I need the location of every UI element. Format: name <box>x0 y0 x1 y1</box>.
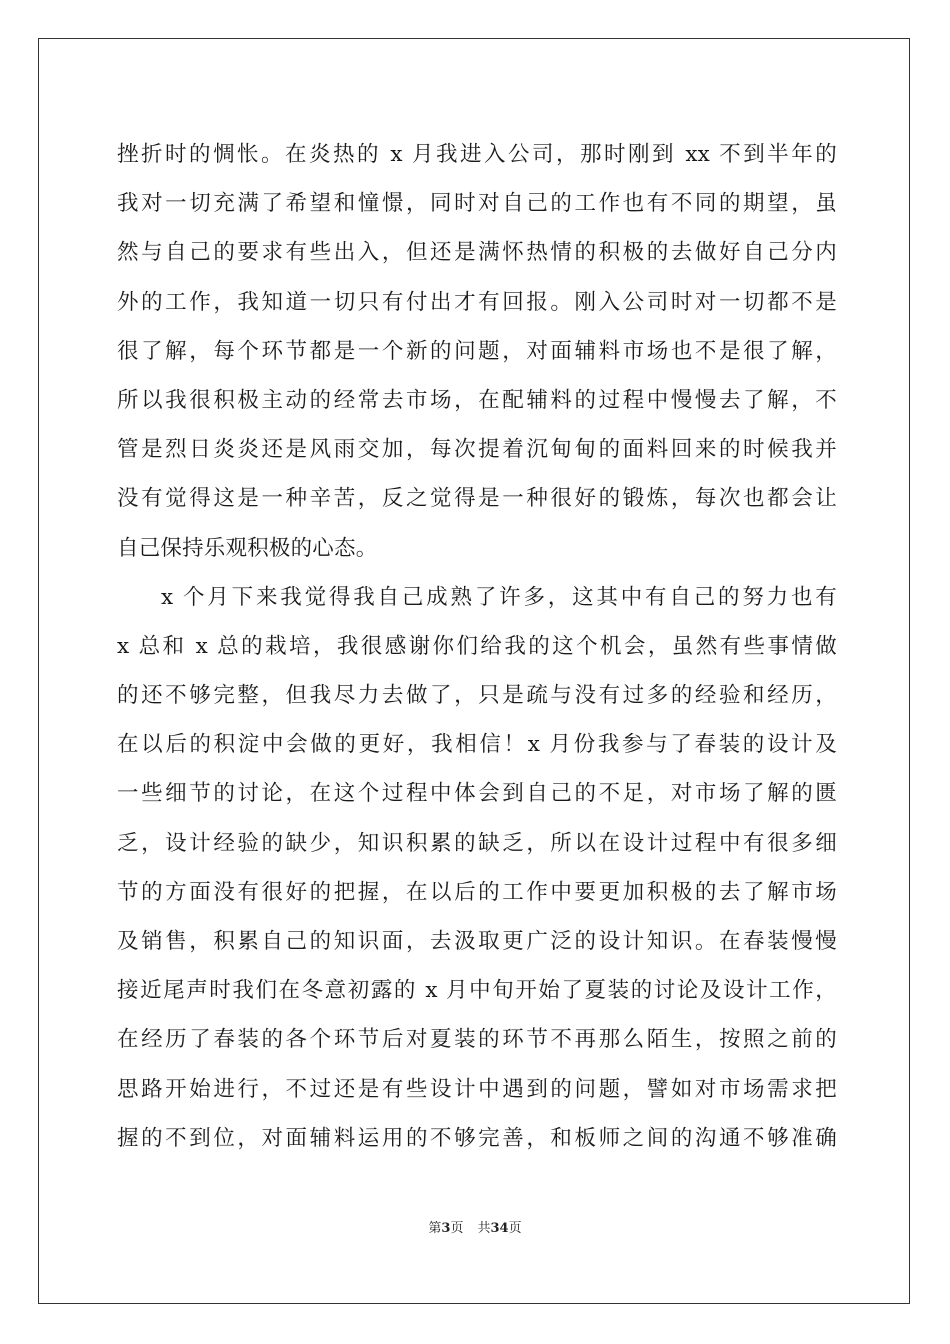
text-line: 的还不够完整，但我尽力去做了，只是疏与没有过多的经验和经历， <box>117 683 837 709</box>
text-line: 乏，设计经验的缺少，知识积累的缺乏，所以在设计过程中有很多细 <box>117 830 837 856</box>
total-pages: 34 <box>490 1221 509 1236</box>
text-line: 挫折时的惆怅。在炎热的 x 月我进入公司，那时刚到 xx 不到半年的 <box>117 142 837 167</box>
text-line: 握的不到位，对面辅料运用的不够完善，和板师之间的沟通不够准确 <box>117 1125 837 1151</box>
document-body <box>117 130 837 1163</box>
text-line: x 个月下来我觉得我自己成熟了许多，这其中有自己的努力也有 <box>161 584 837 610</box>
text-line: 自己保持乐观积极的心态。 <box>117 535 378 561</box>
text-line: 然与自己的要求有些出入，但还是满怀热情的积极的去做好自己分内 <box>117 240 837 266</box>
page-total <box>477 1221 521 1236</box>
page-prefix: 第 <box>428 1221 442 1236</box>
page-number <box>428 1221 463 1236</box>
text-line: 我对一切充满了希望和憧憬，同时对自己的工作也有不同的期望，虽 <box>117 191 837 217</box>
text-line: 所以我很积极主动的经常去市场，在配辅料的过程中慢慢去了解，不 <box>117 387 837 413</box>
total-prefix: 共 <box>477 1221 491 1236</box>
text-line: 接近尾声时我们在冬意初露的 x 月中旬开始了夏装的讨论及设计工作， <box>117 978 837 1004</box>
total-suffix: 页 <box>508 1221 522 1236</box>
text-line: 很了解，每个环节都是一个新的问题，对面辅料市场也不是很了解， <box>117 338 837 364</box>
text-line: 没有觉得这是一种辛苦，反之觉得是一种很好的锻炼，每次也都会让 <box>117 486 837 512</box>
paragraph-1 <box>117 130 837 573</box>
text-line: 在以后的积淀中会做的更好，我相信！x 月份我参与了春装的设计及 <box>117 732 837 758</box>
text-line: 在经历了春装的各个环节后对夏装的环节不再那么陌生，按照之前的 <box>117 1027 837 1053</box>
text-line: 外的工作，我知道一切只有付出才有回报。刚入公司时对一切都不是 <box>117 289 837 315</box>
text-line: 思路开始进行，不过还是有些设计中遇到的问题，譬如对市场需求把 <box>117 1076 837 1102</box>
text-line: 管是烈日炎炎还是风雨交加，每次提着沉甸甸的面料回来的时候我并 <box>117 437 837 463</box>
text-line: 一些细节的讨论，在这个过程中体会到自己的不足，对市场了解的匮 <box>117 781 837 807</box>
text-line: 及销售，积累自己的知识面，去汲取更广泛的设计知识。在春装慢慢 <box>117 929 837 954</box>
text-line: x 总和 x 总的栽培，我很感谢你们给我的这个机会，虽然有些事情做 <box>117 633 837 659</box>
text-line: 节的方面没有很好的把握，在以后的工作中要更加积极的去了解市场 <box>117 879 837 905</box>
current-page: 3 <box>441 1221 451 1236</box>
page-suffix: 页 <box>450 1221 464 1236</box>
paragraph-2 <box>117 573 837 1163</box>
page-footer <box>0 1220 950 1238</box>
